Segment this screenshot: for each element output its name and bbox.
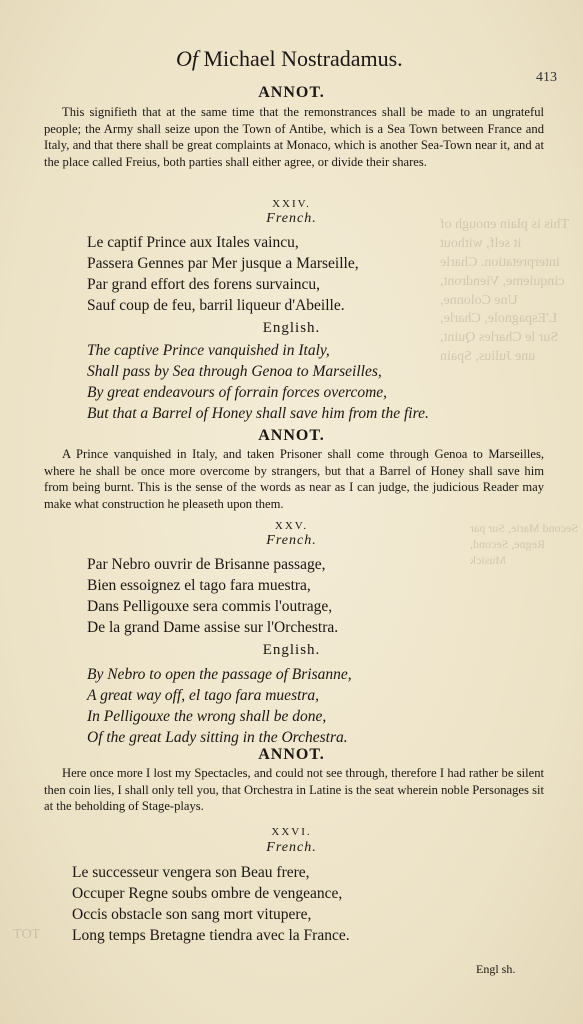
verse-line: Shall pass by Sea through Genoa to Marseilles, — [87, 363, 382, 381]
page-number: 413 — [536, 70, 557, 85]
verse-line: Occis obstacle son sang mort vitupere, — [72, 906, 312, 924]
bleed-through-text: TOT — [13, 927, 40, 942]
verse-line: In Pelligouxe the wrong shall be done, — [87, 708, 327, 726]
verse-line: Passera Gennes par Mer jusque a Marseille, — [87, 255, 359, 273]
verse-line: Par Nebro ouvrir de Brisanne passage, — [87, 556, 326, 573]
bleed-through-text: Second Marie, Sur par Regne, Second, Musick — [470, 521, 578, 568]
french-quatrain — [87, 232, 527, 316]
verse-line: Bien essoignez el tago fara muestra, — [87, 577, 311, 595]
french-quatrain — [72, 862, 512, 946]
english-label: English. — [262, 642, 321, 658]
annot-heading: ANNOT. — [258, 84, 325, 101]
verse-line: By great endeavours of forrain forces overcome, — [87, 384, 388, 402]
quatrain-number: XXVI. — [271, 826, 312, 838]
english-quatrain — [87, 340, 527, 424]
french-label: French. — [266, 840, 317, 855]
verse-line: Par grand effort des forens survaincu, — [87, 276, 320, 294]
french-label: French. — [266, 211, 317, 226]
verse-line: Long temps Bretagne tiendra avec la France. — [72, 927, 350, 945]
annot-heading: ANNOT. — [258, 746, 325, 763]
annot-heading: ANNOT. — [258, 427, 325, 444]
english-label: English. — [262, 320, 321, 336]
verse-line: A great way off, el tago fara muestra, — [87, 687, 320, 705]
verse-line: The captive Prince vanquished in Italy, — [87, 342, 330, 359]
verse-line: But that a Barrel of Honey shall save him from the fire. — [87, 405, 429, 423]
french-label: French. — [266, 533, 317, 548]
english-quatrain — [87, 664, 527, 748]
quatrain-number: XXV. — [274, 520, 309, 532]
verse-line: Of the great Lady sitting in the Orchestra. — [87, 729, 348, 747]
running-head-prefix: Of — [176, 46, 198, 71]
verse-line: Dans Pelligouxe sera commis l'outrage, — [87, 598, 333, 616]
bleed-through-text: This is plain enough of it self, without interpretation. Charle cinquieme, Viendront, Une Colonne, L'Espagnole, Charle, Sur le Charles Quint, une Julius, Spain — [440, 217, 570, 365]
verse-line: Le captif Prince aux Itales vaincu, — [87, 234, 299, 251]
running-head-title: Michael Nostradamus. — [203, 46, 403, 71]
annotation-paragraph — [44, 765, 544, 815]
annotation-paragraph — [44, 104, 544, 170]
quatrain-number: XXIV. — [272, 198, 311, 210]
annotation-text: Here once more I lost my Spectacles, and could not see through, therefore I had rather be silent then coin lies, I shall only tell you, that Orchestra in Latine is the seat wherein noble Personages sit at the beholding of Stage-plays. — [44, 766, 544, 814]
french-quatrain — [87, 554, 527, 638]
running-head — [176, 46, 403, 72]
annotation-text: This signifieth that at the same time that the remonstrances shall be made to an ungrateful people; the Army shall seize upon the Town of Antibe, which is a Sea Town between France and Italy, and that there shall be great complaints at Monaco, which is another Sea-Town near it, and at the place called Freius, both parties shall either agree, or divide their shares. — [44, 105, 544, 169]
verse-line: Sauf coup de feu, barril liqueur d'Abeille. — [87, 297, 345, 315]
verse-line: By Nebro to open the passage of Brisanne, — [87, 666, 352, 683]
verse-line: Occuper Regne soubs ombre de vengeance, — [72, 885, 343, 903]
annotation-paragraph — [44, 446, 544, 512]
catchword: Engl sh. — [476, 962, 516, 976]
annotation-text: A Prince vanquished in Italy, and taken Prisoner shall come through Genoa to Marseilles, where he shall be once more overcome by strangers, but that a Barrel of Honey shall save him from being burnt. This is the sense of the words as near as I can judge, the judicious Reader may make what construction he pleaseth upon them. — [44, 447, 544, 511]
verse-line: De la grand Dame assise sur l'Orchestra. — [87, 619, 339, 637]
verse-line: Le successeur vengera son Beau frere, — [72, 864, 310, 881]
